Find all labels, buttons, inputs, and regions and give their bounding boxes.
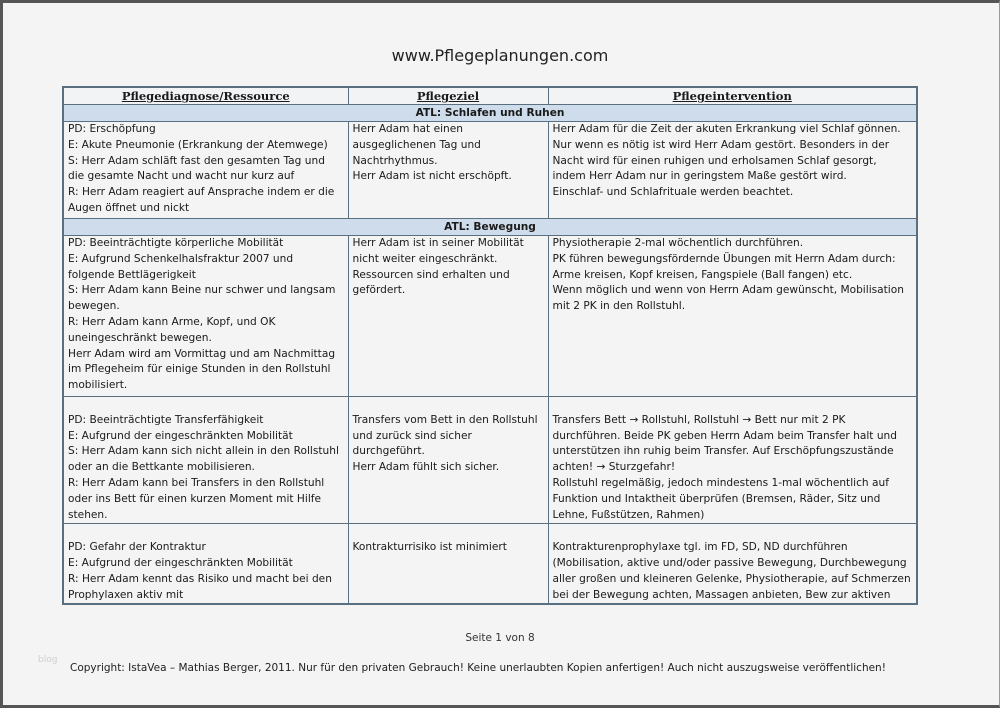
cell-text-line: Prophylaxen aktiv mit <box>68 588 184 601</box>
cell-text-line: bei der Bewegung achten, Massagen anbieten, Bew zur aktiven <box>552 588 891 601</box>
cell-text-line: stehen. <box>68 508 108 521</box>
column-header-intervention: Pflegeintervention <box>548 87 917 105</box>
cell-text-line: E: Akute Pneumonie (Erkrankung der Atemwege) <box>68 138 328 151</box>
cell-text-line: PD: Erschöpfung <box>68 123 156 135</box>
cell-text-line: Einschlaf- und Schlafrituale werden beachtet. <box>552 186 794 199</box>
cell-ziel <box>348 397 548 524</box>
cell-text-line: nicht weiter eingeschränkt. <box>352 252 498 265</box>
cell-text-line: (Mobilisation, aktive und/oder passive Bewegung, Durchbewegung <box>552 556 907 569</box>
cell-diagnose <box>63 122 348 219</box>
cell-text-line: aller großen und kleineren Gelenke, Physiotherapie, auf Schmerzen <box>552 572 911 585</box>
cell-text-line: R: Herr Adam kann Arme, Kopf, und OK <box>68 315 276 328</box>
table-row <box>63 236 917 397</box>
watermark: blog <box>38 655 58 665</box>
spacer <box>68 397 344 413</box>
cell-text-line: im Pflegeheim für einige Stunden in den Rollstuhl <box>68 363 331 376</box>
table-header-row <box>63 87 917 105</box>
cell-intervention <box>548 122 917 219</box>
cell-text-line: achten! → Sturzgefahr! <box>552 461 676 474</box>
cell-text-line: Kontrakturrisiko ist minimiert <box>352 541 507 554</box>
cell-text-line: Kontrakturenprophylaxe tgl. im FD, SD, ND durchführen <box>552 541 848 554</box>
cell-text-line: Nur wenn es nötig ist wird Herr Adam gestört. Besonders in der <box>552 138 890 151</box>
cell-diagnose <box>63 397 348 524</box>
spacer <box>353 397 544 413</box>
spacer <box>353 524 544 540</box>
cell-text-line: oder an die Bettkante mobilisieren. <box>68 461 255 474</box>
cell-text-line: bewegen. <box>68 300 120 313</box>
cell-text-line: S: Herr Adam kann sich nicht allein in den Rollstuhl <box>68 445 339 458</box>
cell-text-line: R: Herr Adam reagiert auf Ansprache indem er die <box>68 186 335 199</box>
care-plan-table <box>62 86 918 605</box>
cell-text-line: Ressourcen sind erhalten und <box>352 268 510 281</box>
spacer <box>553 397 913 413</box>
cell-text-line: Herr Adam ist in seiner Mobilität <box>352 237 524 249</box>
cell-text-line: durchführen. Beide PK geben Herrn Adam beim Transfer halt und <box>552 429 897 442</box>
cell-intervention <box>548 397 917 524</box>
cell-text-line: Herr Adam hat einen <box>352 123 463 135</box>
cell-text-line: Arme kreisen, Kopf kreisen, Fangspiele (Ball fangen) etc. <box>552 268 853 281</box>
column-header-ziel: Pflegeziel <box>348 87 548 105</box>
table-row <box>63 122 917 219</box>
cell-intervention <box>548 236 917 397</box>
cell-text-line: Rollstuhl regelmäßig, jedoch mindestens 1-mal wöchentlich auf <box>552 476 889 489</box>
cell-text-line: Nacht wird für einen ruhigen und erholsamen Schlaf gesorgt, <box>552 154 877 167</box>
cell-intervention <box>548 524 917 604</box>
cell-text-line: PD: Beeinträchtigte Transferfähigkeit <box>68 413 264 426</box>
cell-text-line: Lehne, Fußstützen, Rahmen) <box>552 508 705 521</box>
cell-text-line: S: Herr Adam schläft fast den gesamten Tag und <box>68 154 325 167</box>
cell-text-line: Transfers Bett → Rollstuhl, Rollstuhl → Bett nur mit 2 PK <box>552 413 846 426</box>
cell-text-line: PD: Beeinträchtigte körperliche Mobilität <box>68 237 284 249</box>
cell-diagnose <box>63 236 348 397</box>
cell-text-line: E: Aufgrund der eingeschränkten Mobilität <box>68 429 293 442</box>
copyright-notice: Copyright: IstaVea – Mathias Berger, 2011. Nur für den privaten Gebrauch! Keine unerlaubten Kopien anfertigen! Auch nicht auszugsweise veröffentlichen! <box>70 662 886 674</box>
cell-text-line: folgende Bettlägerigkeit <box>68 268 196 281</box>
cell-text-line: S: Herr Adam kann Beine nur schwer und langsam <box>68 284 336 297</box>
spacer <box>68 524 344 540</box>
cell-text-line: uneingeschränkt bewegen. <box>68 331 212 344</box>
cell-text-line: und zurück sind sicher <box>352 429 472 442</box>
cell-text-line: gefördert. <box>352 284 406 297</box>
cell-text-line: R: Herr Adam kennt das Risiko und macht bei den <box>68 572 332 585</box>
cell-diagnose <box>63 524 348 604</box>
cell-text-line: R: Herr Adam kann bei Transfers in den Rollstuhl <box>68 476 325 489</box>
cell-text-line: PK führen bewegungsfördernde Übungen mit Herrn Adam durch: <box>552 252 896 265</box>
section-title: ATL: Schlafen und Ruhen <box>63 105 917 122</box>
cell-text-line: Transfers vom Bett in den Rollstuhl <box>352 413 538 426</box>
site-title: www.Pflegeplanungen.com <box>391 46 609 65</box>
cell-text-line: E: Aufgrund der eingeschränkten Mobilität <box>68 556 293 569</box>
cell-text-line: Herr Adam wird am Vormittag und am Nachmittag <box>68 347 336 360</box>
cell-ziel <box>348 524 548 604</box>
table-row <box>63 524 917 604</box>
cell-text-line: Herr Adam ist nicht erschöpft. <box>352 170 512 183</box>
cell-text-line: oder ins Bett für einen kurzen Moment mit Hilfe <box>68 492 322 505</box>
section-title: ATL: Bewegung <box>63 219 917 236</box>
cell-ziel <box>348 236 548 397</box>
cell-text-line: Augen öffnet und nickt <box>68 201 190 214</box>
cell-text-line: Physiotherapie 2-mal wöchentlich durchführen. <box>552 237 804 249</box>
cell-text-line: Herr Adam für die Zeit der akuten Erkrankung viel Schlaf gönnen. <box>552 123 901 135</box>
cell-text-line: PD: Gefahr der Kontraktur <box>68 541 206 554</box>
cell-ziel <box>348 122 548 219</box>
cell-text-line: durchgeführt. <box>352 445 425 458</box>
cell-text-line: Nachtrhythmus. <box>352 154 438 167</box>
section-header-row <box>63 219 917 236</box>
cell-text-line: mit 2 PK in den Rollstuhl. <box>552 300 686 313</box>
cell-text-line: Wenn möglich und wenn von Herrn Adam gewünscht, Mobilisation <box>552 284 904 297</box>
cell-text-line: ausgeglichenen Tag und <box>352 138 481 151</box>
column-header-diagnose: Pflegediagnose/Ressource <box>63 87 348 105</box>
table-row <box>63 397 917 524</box>
cell-text-line: Funktion und Intaktheit überprüfen (Bremsen, Räder, Sitz und <box>552 492 881 505</box>
cell-text-line: indem Herr Adam nur in geringstem Maße gestört wird. <box>552 170 847 183</box>
cell-text-line: unterstützen ihn ruhig beim Transfer. Auf Erschöpfungszustände <box>552 445 894 458</box>
cell-text-line: Herr Adam fühlt sich sicher. <box>352 461 500 474</box>
section-header-row <box>63 105 917 122</box>
page-number: Seite 1 von 8 <box>465 632 535 644</box>
cell-text-line: die gesamte Nacht und wacht nur kurz auf <box>68 170 295 183</box>
spacer <box>553 524 913 540</box>
cell-text-line: mobilisiert. <box>68 379 128 392</box>
cell-text-line: E: Aufgrund Schenkelhalsfraktur 2007 und <box>68 252 294 265</box>
